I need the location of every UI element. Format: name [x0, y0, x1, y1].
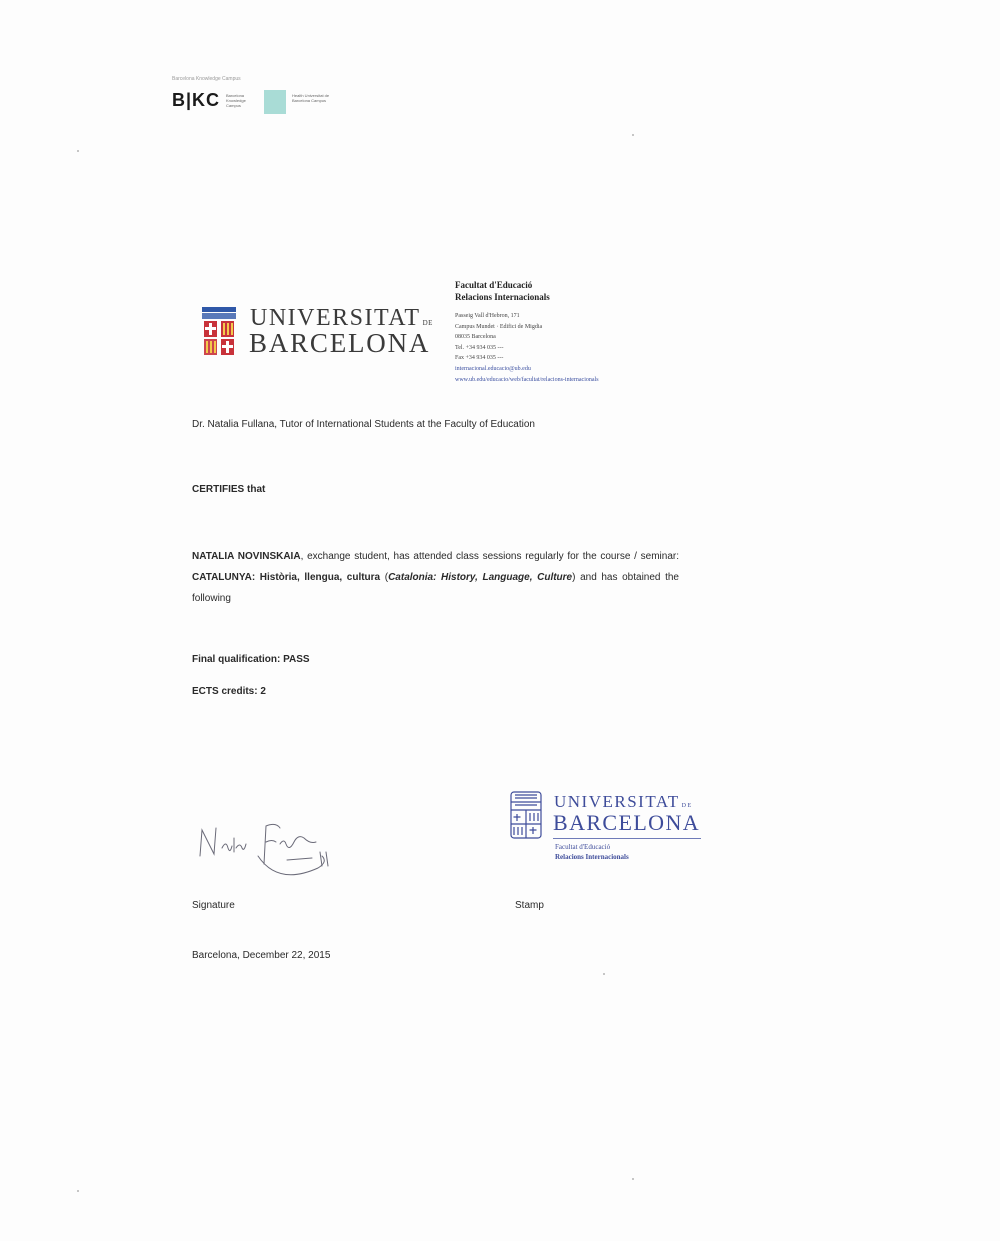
- course-name: CATALUNYA: Història, llengua, cultura: [192, 572, 381, 583]
- signature-label: Signature: [192, 900, 235, 911]
- student-name: NATALIA NOVINSKAIA: [192, 551, 301, 562]
- university-name-line2: BARCELONA: [249, 328, 431, 358]
- stamp-name-line2: BARCELONA: [553, 810, 701, 835]
- bkc-logo: [172, 90, 342, 116]
- university-shield-icon: [200, 306, 238, 356]
- scan-speck: [632, 1178, 634, 1180]
- scan-speck: [603, 973, 605, 975]
- health-campus-caption: Health Universitat de Barcelona Campus: [292, 93, 330, 103]
- scan-speck: [77, 1190, 79, 1192]
- address-line: Fax +34 934 035 ---: [455, 355, 504, 362]
- university-stamp: [505, 788, 705, 866]
- stamp-shield-icon: [509, 790, 543, 840]
- certifies-heading: CERTIFIES that: [192, 484, 266, 495]
- intro-line: Dr. Natalia Fullana, Tutor of International Students at the Faculty of Education: [192, 419, 535, 430]
- handwritten-signature: [192, 808, 342, 878]
- bkc-caption: Barcelona Knowledge Campus: [226, 93, 246, 108]
- certificate-paragraph: NATALIA NOVINSKAIA, exchange student, has attended class sessions regularly for the course / seminar: CATALUNYA: Història, llengua, cultura (Catalonia: History, Language, Culture) and has obtained the following: [192, 551, 679, 604]
- faculty-email-link[interactable]: internacional.educacio@ub.edu: [455, 365, 531, 372]
- university-name-line1: UNIVERSITAT DE: [250, 305, 433, 331]
- address-line: 08035 Barcelona: [455, 334, 496, 341]
- faculty-department: Relacions Internacionals: [455, 292, 550, 302]
- stamp-divider: [553, 838, 701, 839]
- stamp-faculty: Facultat d'Educació: [555, 843, 611, 851]
- course-translation: Catalonia: History, Language, Culture: [388, 572, 573, 583]
- address-line: Tel. +34 934 035 ---: [455, 344, 504, 351]
- faculty-name: Facultat d'Educació: [455, 280, 533, 290]
- address-line: Passeig Vall d'Hebron, 171: [455, 313, 520, 319]
- partner-strip-text: Barcelona Knowledge Campus: [172, 76, 241, 82]
- faculty-address: [455, 311, 599, 385]
- stamp-name-line1: UNIVERSITAT DE: [554, 792, 693, 811]
- ects-credits: ECTS credits: 2: [192, 686, 266, 697]
- final-qualification: Final qualification: PASS: [192, 654, 310, 665]
- address-line: Campus Mundet · Edifici de Migdia: [455, 323, 543, 330]
- place-date: Barcelona, December 22, 2015: [192, 950, 331, 961]
- stamp-label: Stamp: [515, 900, 544, 911]
- health-campus-logo-icon: [264, 90, 286, 114]
- faculty-website-link[interactable]: www.ub.edu/educacio/web/facultat/relacions-internacionals: [455, 376, 599, 383]
- stamp-department: Relacions Internacionals: [555, 853, 629, 861]
- bkc-mark: B|KC: [172, 90, 221, 110]
- scan-speck: [632, 134, 634, 136]
- scan-speck: [77, 150, 79, 152]
- faculty-heading: [455, 279, 550, 303]
